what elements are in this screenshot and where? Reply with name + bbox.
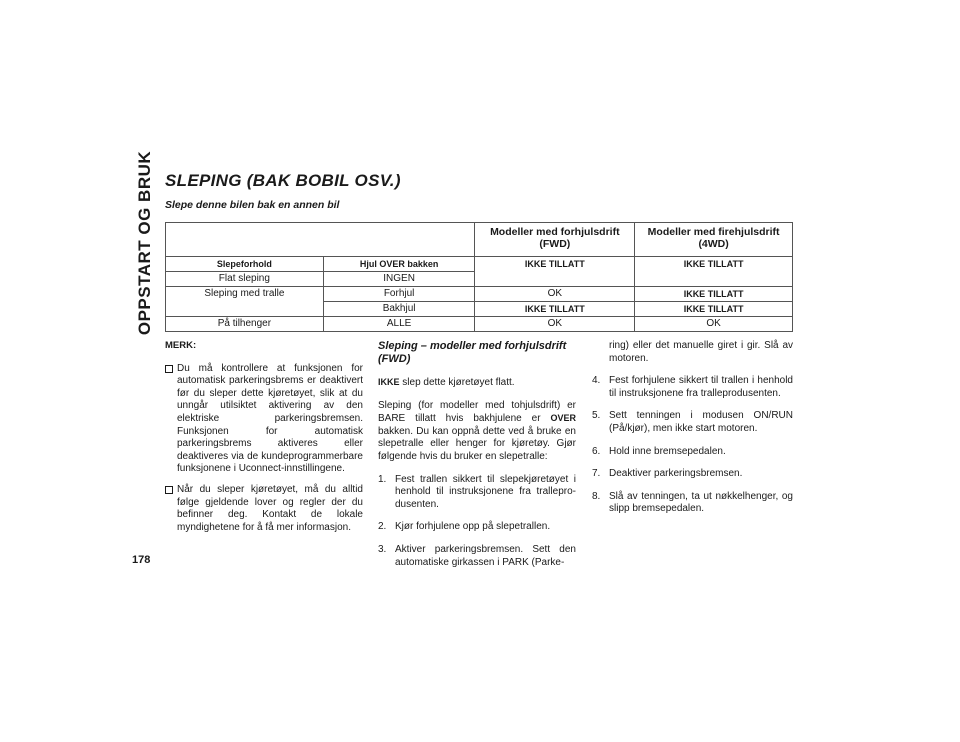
table-header-4wd: Modeller med firehjulsdrift (4WD) — [635, 223, 793, 257]
list-item — [592, 340, 793, 365]
step-number: 8. — [592, 490, 601, 502]
table-cell-wheels: Forhjul — [323, 287, 475, 302]
list-item — [378, 544, 576, 569]
page-title: SLEPING (BAK BOBIL OSV.) — [165, 171, 401, 190]
table-cell-fwd-flat: IKKE TILLATT — [475, 257, 635, 287]
table-cell-fwd: OK — [475, 287, 635, 302]
fwd-section-title: Sleping – modeller med forhjulsdrift (FWD) — [378, 340, 567, 365]
step-text: Kjør forhjulene opp på slepetrallen. — [395, 521, 551, 533]
steps-list-continued — [592, 340, 793, 516]
note-bullet — [165, 484, 363, 534]
step-number: 7. — [592, 468, 601, 480]
fwd-paragraph-2 — [378, 400, 576, 464]
table-cell-4wd: IKKE TILLATT — [635, 302, 793, 317]
steps-column-continued — [592, 340, 793, 526]
towing-table — [165, 222, 793, 332]
step-text: Fest trallen sikkert til slepekjøretøyet i henhold til instruksjonene fra tralleprodusenten. — [395, 473, 576, 510]
page-number: 178 — [132, 554, 151, 566]
note-label: MERK: — [165, 340, 197, 351]
step-text: Sett tenningen i modusen ON/RUN (På/kjør), men ikke start motoren. — [609, 410, 793, 434]
table-cell-4wd: IKKE TILLATT — [635, 287, 793, 302]
list-item — [592, 375, 793, 400]
steps-list — [378, 474, 576, 570]
table-cell-4wd-flat: IKKE TILLATT — [635, 257, 793, 287]
table-header-fwd: Modeller med forhjulsdrift (FWD) — [475, 223, 635, 257]
step-number: 1. — [378, 473, 387, 485]
table-row — [166, 257, 793, 272]
list-item — [592, 446, 793, 459]
step-number: 6. — [592, 445, 601, 457]
step-number: 3. — [378, 543, 387, 555]
fwd-paragraph-2-text-b: bakken. Du kan oppnå dette ved å bruke en slepetralle eller henger for kjøretøy. Gjør følgende hvis du bruker en slepetralle: — [378, 425, 576, 462]
section-side-tab — [132, 150, 158, 336]
step-number: 5. — [592, 410, 601, 422]
checkbox-bullet-icon — [165, 365, 173, 373]
table-header-wheels: Hjul OVER bakken — [323, 257, 475, 272]
step-number: 2. — [378, 521, 387, 533]
table-cell-condition: Sleping med tralle — [166, 287, 324, 317]
table-cell-condition: Flat sleping — [166, 272, 324, 287]
step-text: ring) eller det manuelle giret i gir. Slå av motoren. — [609, 340, 793, 364]
fwd-section-column — [378, 340, 576, 579]
list-item — [378, 474, 576, 512]
emphasis-ikke: IKKE — [378, 377, 400, 387]
fwd-paragraph-1 — [378, 376, 576, 390]
table-row — [166, 317, 793, 332]
list-item — [592, 491, 793, 516]
table-cell-condition: På tilhenger — [166, 317, 324, 332]
table-cell-wheels: INGEN — [323, 272, 475, 287]
step-text: Fest forhjulene sikkert til trallen i henhold til instruksjonene fra tralleprodusenten. — [609, 375, 793, 399]
emphasis-over: OVER — [550, 413, 576, 424]
side-tab-label: OPPSTART OG BRUK — [135, 150, 154, 336]
table-cell-wheels: Bakhjul — [323, 302, 475, 317]
fwd-paragraph-2-text-a: Sleping (for modeller med tohjulsdrift) er BARE tillatt hvis bakhjulene er — [378, 399, 576, 425]
step-text: Hold inne bremsepedalen. — [609, 445, 726, 457]
table-cell-wheels: ALLE — [323, 317, 475, 332]
note-bullet-text: Når du sleper kjøretøyet, må du alltid følge gjeldende lover og regler der du befinner deg. Kontakt de lokale myndighetene for å få mer informasjon. — [177, 483, 363, 533]
note-column — [165, 340, 363, 542]
table-cell-fwd: IKKE TILLATT — [475, 302, 635, 317]
checkbox-bullet-icon — [165, 486, 173, 494]
fwd-paragraph-1-text: slep dette kjøretøyet flatt. — [399, 377, 515, 388]
step-number: 4. — [592, 375, 601, 387]
table-header-condition: Slepeforhold — [166, 257, 324, 272]
note-bullet — [165, 363, 363, 476]
list-item — [592, 468, 793, 481]
list-item — [592, 410, 793, 435]
table-cell-4wd: OK — [635, 317, 793, 332]
step-text: Deaktiver parkeringsbremsen. — [609, 468, 743, 480]
table-cell-fwd: OK — [475, 317, 635, 332]
page-subtitle: Slepe denne bilen bak en annen bil — [165, 199, 340, 211]
step-text: Aktiver parkeringsbremsen. Sett den automatiske girkassen i PARK (Parke- — [395, 543, 576, 568]
table-header-empty — [166, 223, 475, 257]
note-bullet-text: Du må kontrollere at funksjonen for automatisk parkeringsbrems er deaktivert før du sleper dette kjøretøyet, slik at du unngår utilsiktet aktivering av den elektriske parkeringsbremsen. Funksjonen for automatisk parkeringsbrems aktiveres eller deaktiveres via de kundeprogrammerbare funksjonene i Uconnect-innstillingene. — [177, 362, 363, 475]
step-text: Slå av tenningen, ta ut nøkkelhenger, og slipp bremsepedalen. — [609, 490, 793, 515]
list-item — [378, 521, 576, 534]
table-row — [166, 287, 793, 302]
table-header-row — [166, 223, 793, 257]
